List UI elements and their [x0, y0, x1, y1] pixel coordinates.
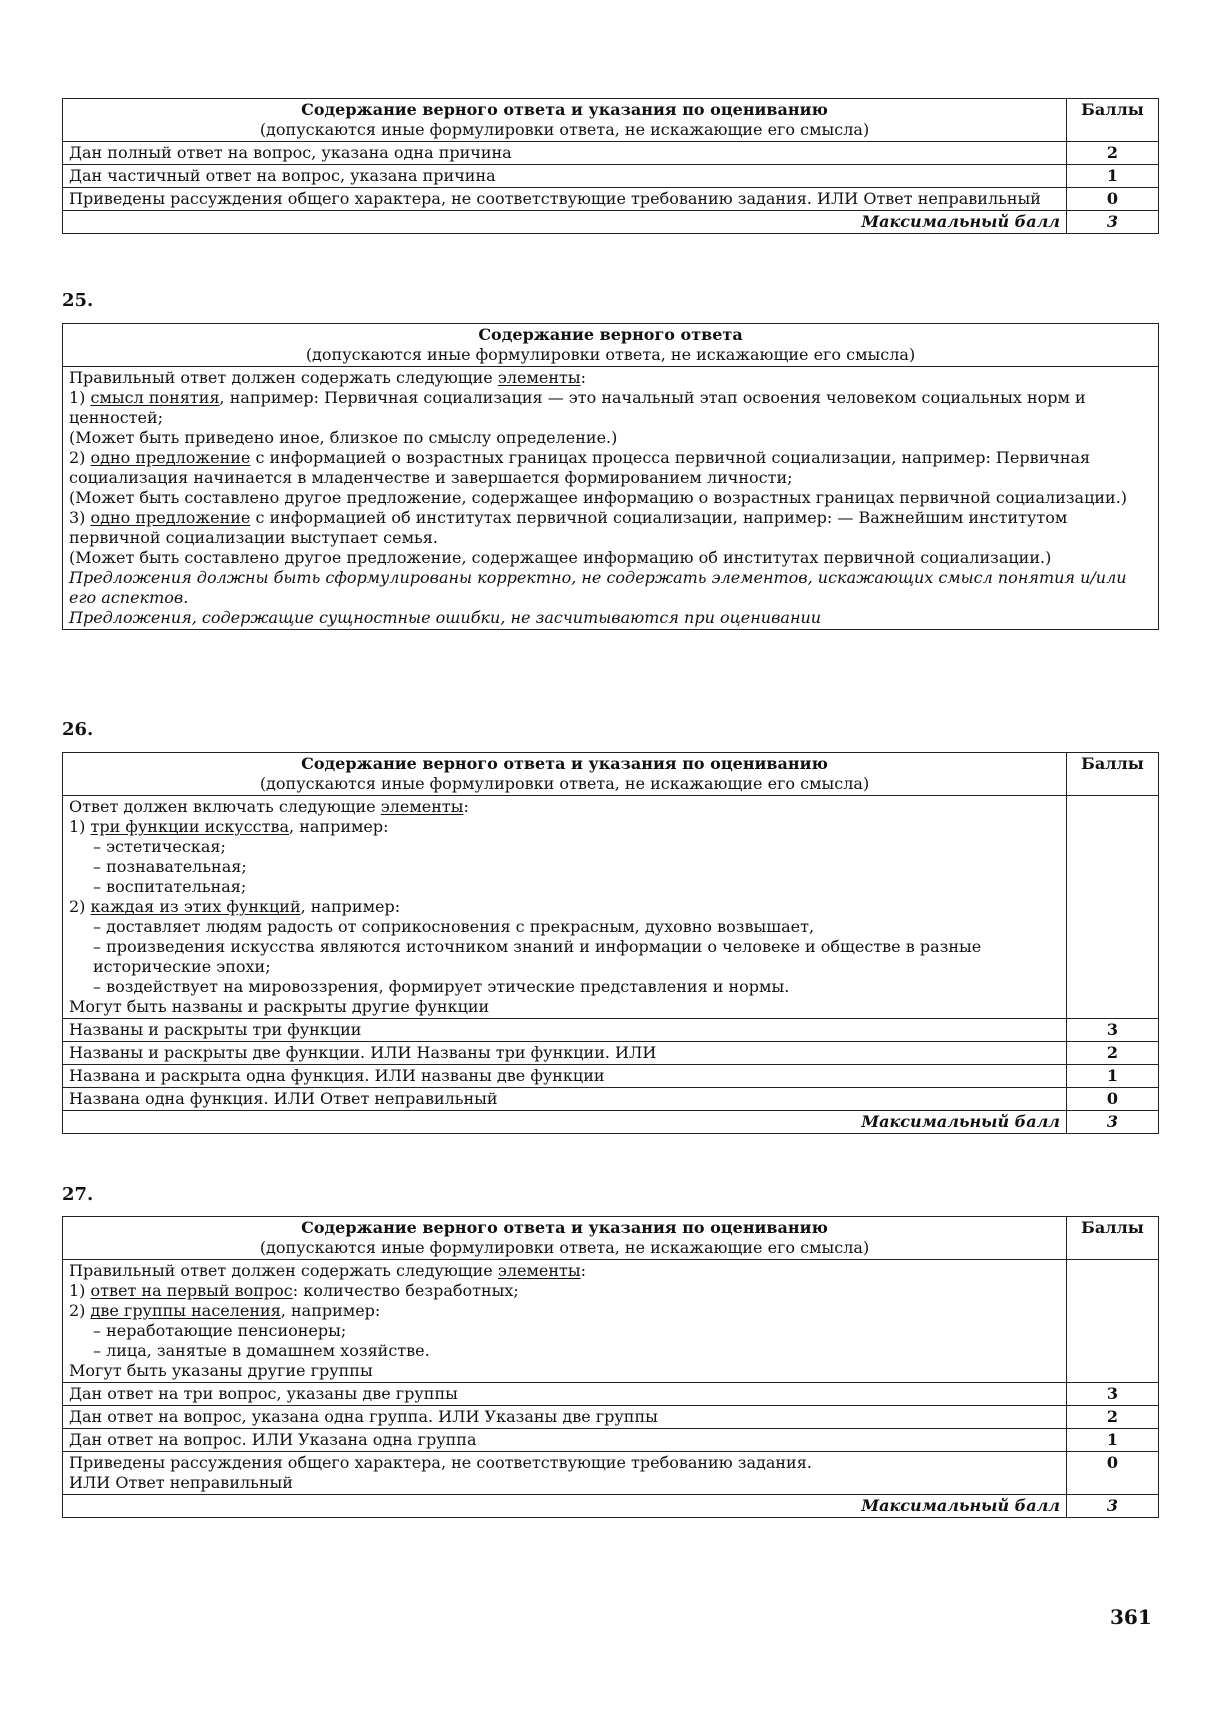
criterion-points: 2	[1067, 1042, 1159, 1065]
table-header-row	[63, 1217, 1159, 1260]
answer-content-row	[63, 1260, 1159, 1383]
answer-other-note: Могут быть указаны другие группы	[69, 1361, 373, 1380]
scoring-table-24	[62, 98, 1159, 234]
list-item: – воспитательная;	[93, 877, 247, 896]
header-sub: (допускаются иные формулировки ответа, не искажающие его смысла)	[259, 1238, 870, 1257]
table-row	[63, 188, 1159, 211]
list-item: – воздействует на мировоззрения, формирует этические представления и нормы.	[93, 977, 790, 996]
max-score-row	[63, 1495, 1159, 1518]
criterion-text: Названы и раскрыты две функции. ИЛИ Названы три функции. ИЛИ	[63, 1042, 1067, 1065]
answer-other-note: Могут быть названы и раскрыты другие функции	[69, 997, 490, 1016]
table-header-row	[63, 753, 1159, 796]
answer-element-2: 2) две группы населения, например:	[69, 1301, 381, 1320]
italic-instruction-2: Предложения, содержащие сущностные ошибки, не засчитываются при оценивании	[69, 608, 822, 627]
answer-element-1: 1) ответ на первый вопрос: количество безработных;	[69, 1281, 519, 1300]
criterion-text: Дан ответ на три вопрос, указаны две группы	[63, 1383, 1067, 1406]
header-main: Содержание верного ответа и указания по оцениванию	[301, 100, 828, 119]
header-points: Баллы	[1067, 753, 1159, 796]
table-header-row	[63, 324, 1159, 367]
header-points: Баллы	[1067, 1217, 1159, 1260]
answer-content-row	[63, 796, 1159, 1019]
italic-instruction-1: Предложения должны быть сформулированы корректно, не содержать элементов, искажающих смысл понятия и/или его аспектов.	[69, 568, 1127, 607]
criterion-text: Названы и раскрыты три функции	[63, 1019, 1067, 1042]
header-cell	[63, 99, 1067, 142]
scoring-table-26	[62, 752, 1159, 1134]
criterion-text: Дан ответ на вопрос, указана одна группа. ИЛИ Указаны две группы	[63, 1406, 1067, 1429]
max-score-row	[63, 1111, 1159, 1134]
max-score-label: Максимальный балл	[63, 211, 1067, 234]
max-score-value: 3	[1067, 211, 1159, 234]
table-row	[63, 1042, 1159, 1065]
list-item: – лица, занятые в домашнем хозяйстве.	[93, 1341, 430, 1360]
header-main: Содержание верного ответа и указания по оцениванию	[301, 1218, 828, 1237]
answer-table-25	[62, 323, 1159, 630]
table-row	[63, 1383, 1159, 1406]
criterion-text: Дан частичный ответ на вопрос, указана причина	[63, 165, 1067, 188]
answer-element-2: 2) одно предложение с информацией о возрастных границах процесса первичной социализации, например: Первичная социализация начинается в младенчестве и завершается формированием личности;	[69, 448, 1091, 487]
table-row	[63, 1406, 1159, 1429]
table-row	[63, 165, 1159, 188]
max-score-label: Максимальный балл	[63, 1495, 1067, 1518]
page-number: 361	[1110, 1605, 1152, 1629]
criterion-text: Дан полный ответ на вопрос, указана одна причина	[63, 142, 1067, 165]
question-number-27: 27.	[62, 1184, 94, 1205]
criterion-text: Названа одна функция. ИЛИ Ответ неправильный	[63, 1088, 1067, 1111]
answer-note-2: (Может быть составлено другое предложение, содержащее информацию о возрастных границах первичной социализации.)	[69, 488, 1128, 507]
header-points: Баллы	[1067, 99, 1159, 142]
header-cell	[63, 1217, 1067, 1260]
criterion-points: 1	[1067, 1065, 1159, 1088]
header-cell	[63, 324, 1159, 367]
header-cell	[63, 753, 1067, 796]
answer-note-3: (Может быть составлено другое предложение, содержащее информацию об институтах первичной социализации.)	[69, 548, 1052, 567]
criterion-points: 0	[1067, 188, 1159, 211]
table-row	[63, 1065, 1159, 1088]
criterion-points: 3	[1067, 1383, 1159, 1406]
answer-intro: Правильный ответ должен содержать следующие элементы:	[69, 1261, 587, 1280]
header-main: Содержание верного ответа и указания по оцениванию	[301, 754, 828, 773]
header-sub: (допускаются иные формулировки ответа, не искажающие его смысла)	[259, 774, 870, 793]
header-sub: (допускаются иные формулировки ответа, не искажающие его смысла)	[305, 345, 916, 364]
criterion-line-1: Приведены рассуждения общего характера, не соответствующие требованию задания.	[69, 1453, 812, 1472]
criterion-line-2: ИЛИ Ответ неправильный	[69, 1473, 293, 1492]
list-item: – познавательная;	[93, 857, 247, 876]
answer-intro: Ответ должен включать следующие элементы:	[69, 797, 469, 816]
answer-content	[63, 1260, 1067, 1383]
table-row	[63, 1429, 1159, 1452]
criterion-points: 2	[1067, 142, 1159, 165]
answer-content	[63, 367, 1159, 630]
criterion-points: 0	[1067, 1452, 1159, 1495]
criterion-points: 1	[1067, 165, 1159, 188]
max-score-value: 3	[1067, 1495, 1159, 1518]
criterion-points: 0	[1067, 1088, 1159, 1111]
max-score-label: Максимальный балл	[63, 1111, 1067, 1134]
answer-note-1: (Может быть приведено иное, близкое по смыслу определение.)	[69, 428, 618, 447]
header-main: Содержание верного ответа	[478, 325, 743, 344]
criterion-points: 2	[1067, 1406, 1159, 1429]
empty-points-cell	[1067, 796, 1159, 1019]
empty-points-cell	[1067, 1260, 1159, 1383]
answer-content	[63, 796, 1067, 1019]
table-row	[63, 1088, 1159, 1111]
answer-element-1: 1) смысл понятия, например: Первичная социализация — это начальный этап освоения человеком социальных норм и ценностей;	[69, 388, 1086, 427]
criterion-points: 1	[1067, 1429, 1159, 1452]
criterion-text: Приведены рассуждения общего характера, не соответствующие требованию задания. ИЛИ Ответ неправильный	[63, 188, 1067, 211]
table-header-row	[63, 99, 1159, 142]
max-score-value: 3	[1067, 1111, 1159, 1134]
question-number-25: 25.	[62, 290, 94, 311]
table-row	[63, 1019, 1159, 1042]
answer-element-1: 1) три функции искусства, например:	[69, 817, 389, 836]
answer-element-3: 3) одно предложение с информацией об институтах первичной социализации, например: — Важнейшим институтом первичной социализации выступает семья.	[69, 508, 1068, 547]
criterion-text	[63, 1452, 1067, 1495]
list-item: – эстетическая;	[93, 837, 226, 856]
question-number-26: 26.	[62, 719, 94, 740]
header-sub: (допускаются иные формулировки ответа, не искажающие его смысла)	[259, 120, 870, 139]
answer-intro: Правильный ответ должен содержать следующие элементы:	[69, 368, 587, 387]
list-item: – доставляет людям радость от соприкосновения с прекрасным, духовно возвышает,	[93, 917, 815, 936]
list-item: – произведения искусства являются источником знаний и информации о человеке и обществе в разные исторические эпохи;	[93, 937, 982, 976]
table-row	[63, 142, 1159, 165]
max-score-row	[63, 211, 1159, 234]
answer-content-row	[63, 367, 1159, 630]
scoring-table-27	[62, 1216, 1159, 1518]
table-row	[63, 1452, 1159, 1495]
list-item: – неработающие пенсионеры;	[93, 1321, 347, 1340]
answer-element-2: 2) каждая из этих функций, например:	[69, 897, 401, 916]
criterion-text: Названа и раскрыта одна функция. ИЛИ названы две функции	[63, 1065, 1067, 1088]
criterion-text: Дан ответ на вопрос. ИЛИ Указана одна группа	[63, 1429, 1067, 1452]
criterion-points: 3	[1067, 1019, 1159, 1042]
